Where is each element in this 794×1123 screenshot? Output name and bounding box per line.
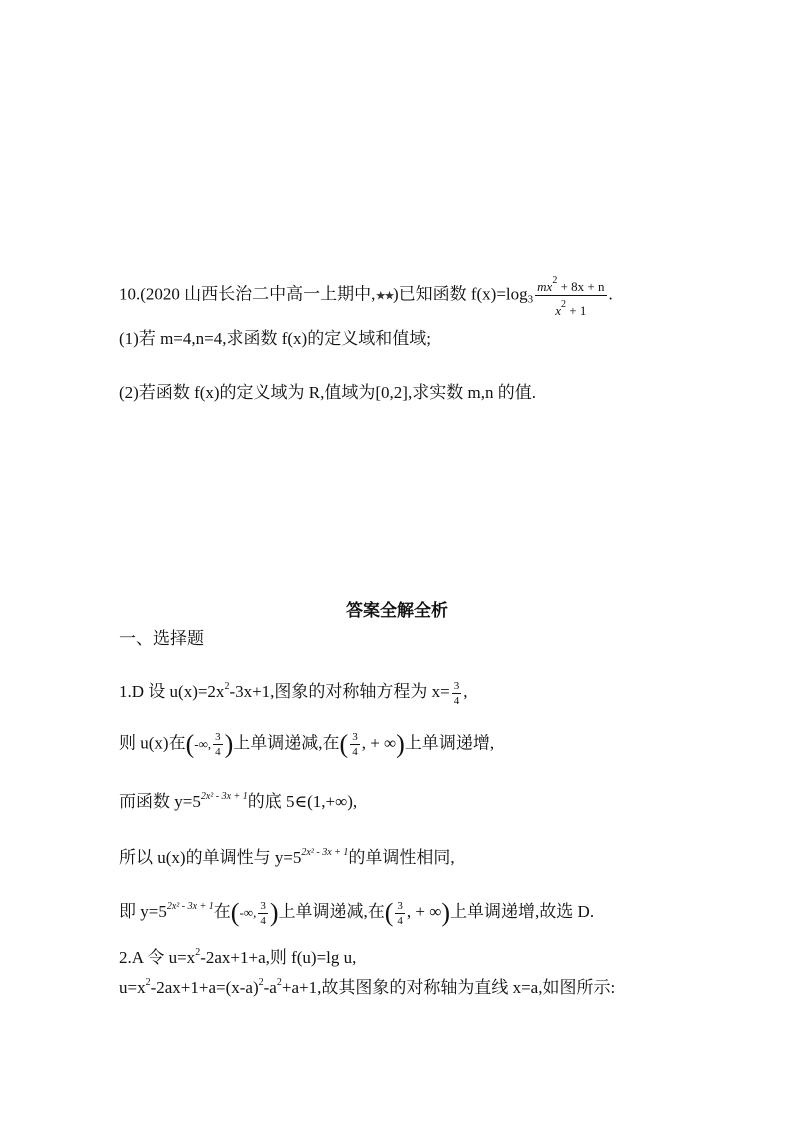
frac-num: 3 [260, 899, 266, 912]
a2-l2-d: +a+1,故其图象的对称轴为直线 x=a,如图所示: [281, 978, 616, 997]
frac-den: 4 [260, 914, 266, 927]
a2-l2-s1: 2 [145, 977, 151, 988]
num-term: mx [537, 279, 553, 294]
question-10-part-2: (2)若函数 f(x)的定义域为 R,值域为[0,2],求实数 m,n 的值. [119, 383, 536, 402]
interval-frac-3 [258, 900, 268, 927]
a1-l4-pre: 所以 u(x)的单调性与 y=5 [119, 848, 302, 867]
a1-l1-sup: 2 [224, 681, 230, 692]
frac-num: 3 [397, 899, 403, 912]
a1-l1-end: , [463, 682, 468, 701]
question-10 [119, 273, 613, 318]
a2-l2-a: u=x [119, 978, 146, 997]
a1-l2-pre: 则 u(x)在 [119, 733, 186, 753]
answer-1-line-2: 则 u(x)在(-∞, $\frac{3}{4}$ )上单调递减,在( $\frac{3}{4}$ , + ∞)上单调递增, [119, 729, 495, 759]
interval-frac-4 [395, 900, 405, 927]
interval-right: , + ∞ [361, 733, 397, 753]
a2-l2-b: -2ax+1+a=(x-a) [150, 978, 259, 997]
den-exp: 2 [561, 299, 567, 310]
answer-2-line-2 [119, 972, 615, 999]
num-exp: 2 [552, 275, 558, 286]
answer-1-line-5: 即 $y=5^{2x^2 - 3x + 1}$在(-∞, $\frac{3}{4}$ )上单调递减,在( $\frac{3}{4}$ , + ∞)上单调递增,故选 D. [119, 898, 595, 927]
a1-l2-mid: 上单调递减,在 [233, 733, 340, 753]
q10-prefix: 10.(2020 山西长治二中高一上期中, [119, 284, 376, 304]
interval-left: -∞, [239, 905, 257, 920]
a1-l1-mid: -3x+1,图象的对称轴方程为 x= [229, 682, 450, 701]
a2-l1-end: -2ax+1+a,则 f(u)=lg u, [200, 948, 357, 967]
a2-l2-s3: 2 [276, 977, 282, 988]
den-rest: + 1 [566, 303, 587, 318]
frac-num: 3 [453, 679, 460, 692]
frac-num: 3 [215, 731, 221, 743]
exponent: 2x² - 3x + 1 [301, 847, 349, 858]
a2-l2-c: -a [263, 978, 277, 997]
a1-l5-mid: 上单调递减,在 [278, 902, 385, 921]
axis-fraction [452, 680, 462, 707]
log-base: 3 [527, 293, 534, 306]
a1-l3-end: 的底 5∈(1,+∞), [247, 792, 358, 811]
a2-l1-sup: 2 [195, 947, 201, 958]
frac-den: 4 [453, 694, 460, 707]
answer-2-line-1 [119, 942, 356, 969]
interval-frac-1 [213, 731, 223, 758]
frac-num: 3 [352, 731, 358, 743]
answer-1-line-4 [119, 842, 455, 869]
section-heading: 一、选择题 [119, 629, 204, 648]
a2-l1-pre: 2.A 令 u=x [119, 948, 196, 967]
answer-title: 答案全解全析 [346, 601, 448, 620]
a1-l2-end: 上单调递增, [404, 733, 495, 753]
frac-den: 4 [215, 746, 221, 758]
a1-l5-end: 上单调递增,故选 D. [450, 902, 595, 921]
q10-mid: )已知函数 f(x)=log [392, 284, 528, 304]
exponent: 2x² - 3x + 1 [200, 791, 248, 802]
frac-den: 4 [352, 746, 358, 758]
answer-1-line-3 [119, 786, 357, 813]
a1-l5-in: 在 [213, 902, 231, 921]
difficulty-stars-icon: ★★ [375, 288, 393, 303]
interval-right: , + ∞ [406, 902, 442, 921]
interval-frac-2 [350, 731, 360, 758]
num-rest: + 8x + n [557, 279, 605, 294]
a1-l3-pre: 而函数 y=5 [119, 792, 201, 811]
log-argument-fraction [535, 273, 606, 318]
den-term: x [555, 303, 562, 318]
a1-l5-pre: 即 y=5 [119, 902, 167, 921]
a1-l4-end: 的单调性相同, [348, 848, 455, 867]
a1-l1-pre: 1.D 设 u(x)=2x [119, 682, 225, 701]
exponent: 2x² - 3x + 1 [166, 901, 214, 912]
a2-l2-s2: 2 [258, 977, 264, 988]
question-10-part-1: (1)若 m=4,n=4,求函数 f(x)的定义域和值域; [119, 329, 431, 348]
frac-den: 4 [397, 914, 403, 927]
answer-1-line-1 [119, 676, 468, 707]
q10-end: . [608, 284, 613, 304]
interval-left: -∞, [194, 736, 212, 752]
